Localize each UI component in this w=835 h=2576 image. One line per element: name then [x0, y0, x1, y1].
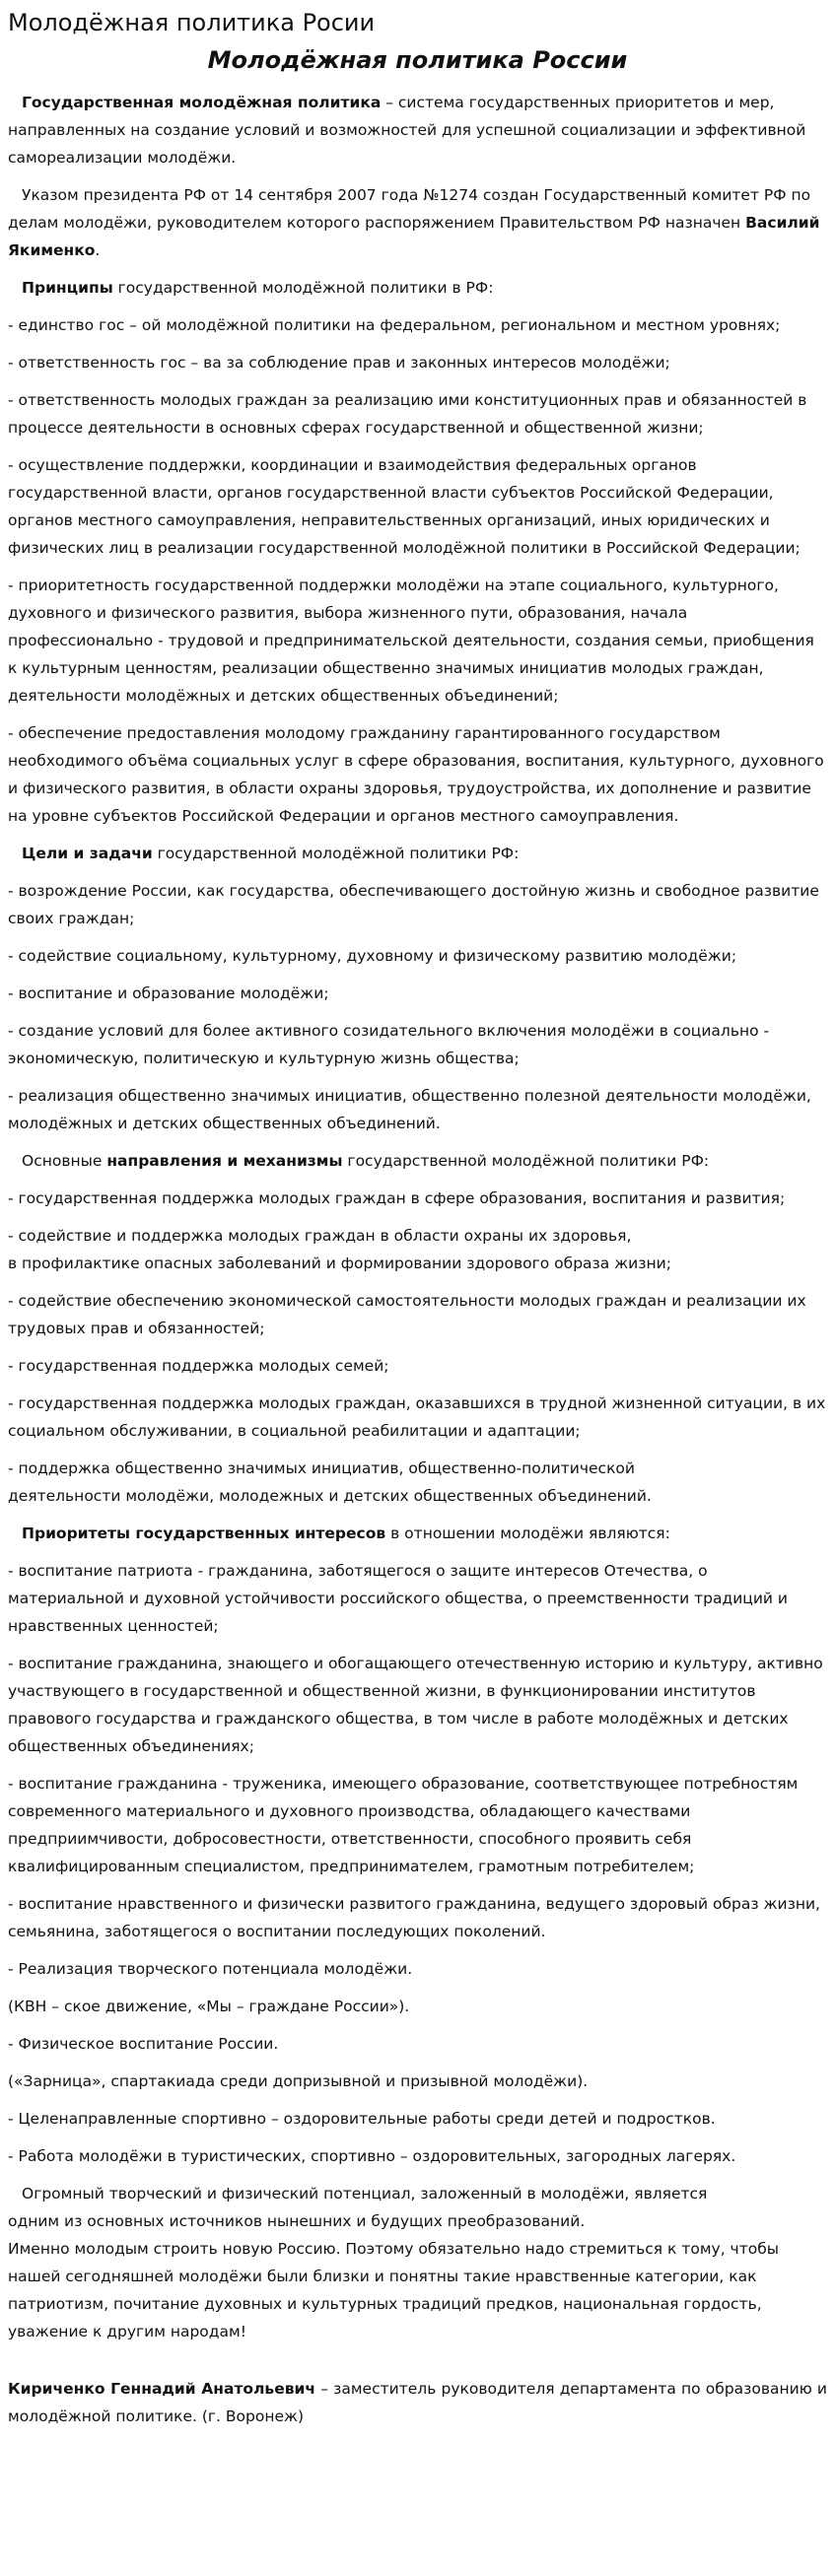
goals-bold: Цели и задачи [22, 845, 153, 862]
list-item: - ответственность молодых граждан за реализацию ими конституционных прав и обязанностей в процессе деятельности в основных сферах государственной и общественной жизни; [8, 391, 807, 437]
goals-text: государственной молодёжной политики РФ: [152, 845, 520, 862]
list-item: - возрождение России, как государства, обеспечивающего достойную жизнь и свободное развитие своих граждан; [8, 882, 819, 927]
document-title: Молодёжная политика Росии [8, 9, 376, 36]
list-item: - воспитание и образование молодёжи; [8, 984, 329, 1002]
article-heading: Молодёжная политика России [207, 46, 628, 74]
decree-end: . [95, 241, 101, 259]
principles-heading [8, 274, 827, 302]
list-item: - обеспечение предоставления молодому гражданину гарантированного государством необходимого объёма социальных услуг в сфере образования, воспитания, культурного, духовного и физического развития, в области охраны здоровья, трудоустройства, их дополнение и развитие на уровне субъектов Российской Федерации и органов местного самоуправления. [8, 724, 824, 825]
author-role: – заместитель руководителя департамента по образованию и молодёжной политике. (г. Воронеж) [8, 2380, 828, 2425]
goals-list [8, 877, 827, 1137]
spacer [8, 2355, 827, 2375]
list-item: - ответственность гос – ва за соблюдение прав и законных интересов молодёжи; [8, 354, 670, 372]
principles-text: государственной молодёжной политики в РФ: [112, 279, 494, 297]
principles-bold: Принципы [22, 279, 113, 297]
list-item: - приоритетность государственной поддержки молодёжи на этапе социального, культурного, духовного и физического развития, выбора жизненного пути, образования, начала профессионально - трудовой и предпринимательской деятельности, создания семьи, приобщения к культурным ценностям, реализации общественно значимых инициатив молодых граждан, деятельности молодёжных и детских общественных объединений; [8, 576, 814, 705]
list-item: - воспитание нравственного и физически развитого гражданина, ведущего здоровый образ жизни, семьянина, заботящегося о воспитании последующих поколений. [8, 1895, 820, 1940]
decree-paragraph [8, 181, 827, 264]
list-item: - Работа молодёжи в туристических, спортивно – оздоровительных, загородных лагерях. [8, 2147, 736, 2165]
priorities-heading [8, 1520, 827, 1547]
list-item: - создание условий для более активного созидательного включения молодёжи в социально - экономическую, политическую и культурную жизнь общества; [8, 1022, 770, 1067]
directions-text: государственной молодёжной политики РФ: [342, 1152, 710, 1170]
list-item: - поддержка общественно значимых инициатив, общественно-политической деятельности молодёжи, молодежных и детских общественных объединений. [8, 1459, 652, 1505]
list-item: - содействие обеспечению экономической самостоятельности молодых граждан и реализации их трудовых прав и обязанностей; [8, 1292, 806, 1337]
list-item: - осуществление поддержки, координации и взаимодействия федеральных органов государственной власти, органов государственной власти субъектов Российской Федерации, органов местного самоуправления, неправительственных организаций, иных юридических и физических лиц в реализации государственной молодёжной политики в Российской Федерации; [8, 456, 800, 557]
priorities-list [8, 1557, 827, 2170]
list-item: (КВН – ское движение, «Мы – граждане России»). [8, 1998, 410, 2015]
decree-text: Указом президента РФ от 14 сентября 2007 года №1274 создан Государственный комитет РФ по делам молодёжи, руководителем которого распоряжением Правительством РФ назначен [8, 186, 811, 232]
author-line [8, 2375, 827, 2430]
goals-heading [8, 840, 827, 867]
list-item: - государственная поддержка молодых семей; [8, 1357, 389, 1375]
list-item: - Физическое воспитание России. [8, 2035, 279, 2053]
directions-list [8, 1185, 827, 1510]
list-item: - содействие и поддержка молодых граждан в области охраны их здоровья, в профилактике опасных заболеваний и формировании здорового образа жизни; [8, 1227, 671, 1272]
intro-paragraph [8, 89, 827, 171]
priorities-bold: Приоритеты государственных интересов [22, 1525, 386, 1542]
priorities-text: в отношении молодёжи являются: [385, 1525, 670, 1542]
list-item: - Целенаправленные спортивно – оздоровительные работы среди детей и подростков. [8, 2110, 716, 2128]
directions-bold: направления и механизмы [106, 1152, 343, 1170]
list-item: - реализация общественно значимых инициатив, общественно полезной деятельности молодёжи, молодёжных и детских общественных объединений. [8, 1087, 811, 1132]
list-item: - государственная поддержка молодых граждан в сфере образования, воспитания и развития; [8, 1189, 786, 1207]
list-item: - воспитание гражданина - труженика, имеющего образование, соответствующее потребностям современного материального и духовного производства, обладающего качествами предприимчивости, добросовестности, ответственности, способного проявить себя квалифицированным специалистом, предпринимателем, грамотным потребителем; [8, 1775, 799, 1875]
list-item: - воспитание гражданина, знающего и обогащающего отечественную историю и культуру, активно участвующего в государственной и общественной жизни, в функционировании институтов правового государства и гражданского общества, в том числе в работе молодёжных и детских общественных объединениях; [8, 1655, 823, 1755]
closing-paragraph: Огромный творческий и физический потенциал, заложенный в молодёжи, является одним из основных источников нынешних и будущих преобразований. Именно молодым строить новую Россию. Поэтому обязательно надо стремиться к тому, чтобы нашей сегодняшней молодёжи были близки и понятны такие нравственные категории, как патриотизм, почитание духовных и культурных традиций предков, национальная гордость, уважение к другим народам! [8, 2185, 780, 2340]
author-name: Кириченко Геннадий Анатольевич [8, 2380, 316, 2398]
list-item: - содействие социальному, культурному, духовному и физическому развитию молодёжи; [8, 947, 737, 965]
intro-text: – система государственных приоритетов и мер, направленных на создание условий и возможностей для успешной социализации и эффективной самореализации молодёжи. [8, 94, 806, 167]
list-item: - воспитание патриота - гражданина, заботящегося о защите интересов Отечества, о материальной и духовной устойчивости российского общества, о преемственности традиций и нравственных ценностей; [8, 1562, 788, 1635]
list-item: («Зарница», спартакиада среди допризывной и призывной молодёжи). [8, 2072, 589, 2090]
decree-person-name: Василий Якименко [8, 214, 820, 259]
list-item: - Реализация творческого потенциала молодёжи. [8, 1960, 413, 1978]
intro-bold-term: Государственная молодёжная политика [22, 94, 382, 111]
list-item: - единство гос – ой молодёжной политики на федеральном, региональном и местном уровнях; [8, 316, 781, 334]
list-item: - государственная поддержка молодых граждан, оказавшихся в трудной жизненной ситуации, в их социальном обслуживании, в социальной реабилитации и адаптации; [8, 1394, 826, 1440]
principles-list [8, 311, 827, 830]
directions-heading [8, 1147, 827, 1175]
directions-prefix: Основные [22, 1152, 107, 1170]
